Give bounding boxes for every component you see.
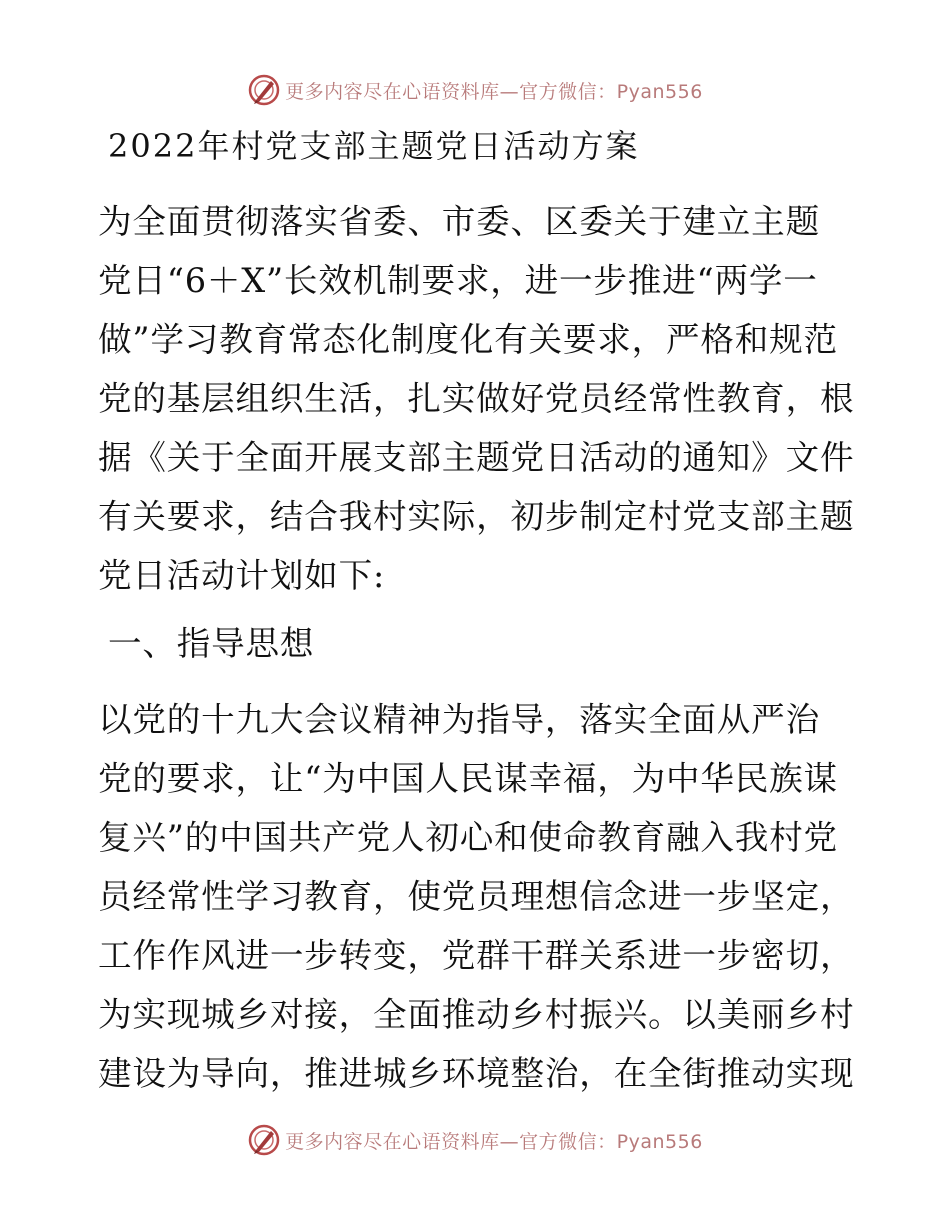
paragraph-line: 做”学习教育常态化制度化有关要求，严格和规范: [98, 320, 838, 359]
paragraph-line: 据《关于全面开展支部主题党日活动的通知》文件: [98, 438, 855, 477]
watermark-text: 更多内容尽在心语资料库—官方微信：Pyan556: [285, 1130, 703, 1153]
paragraph-line: 党的基层组织生活，扎实做好党员经常性教育，根: [98, 379, 855, 418]
pen-logo-icon: [247, 1123, 281, 1157]
section-heading: 一、指导思想: [108, 624, 315, 663]
pen-logo-icon: [247, 73, 281, 107]
paragraph-line: 员经常性学习教育，使党员理想信念进一步坚定，: [98, 877, 855, 916]
document-title: 2022年村党支部主题党日活动方案: [108, 127, 640, 165]
paragraph-line: 党日活动计划如下:: [98, 556, 386, 595]
paragraph-line: 党日“6＋X”长效机制要求，进一步推进“两学一: [98, 261, 818, 300]
paragraph-line: 有关要求，结合我村实际，初步制定村党支部主题: [98, 497, 855, 536]
watermark-text: 更多内容尽在心语资料库—官方微信：Pyan556: [285, 80, 703, 103]
paragraph-line: 为实现城乡对接，全面推动乡村振兴。以美丽乡村: [98, 995, 855, 1034]
intro-paragraph: [98, 192, 855, 605]
guiding-thought-paragraph: [98, 690, 855, 1103]
watermark-banner-top: [0, 70, 950, 110]
paragraph-line: 以党的十九大会议精神为指导，落实全面从严治: [98, 700, 820, 739]
watermark-banner-bottom: [0, 1120, 950, 1160]
paragraph-line: 工作作风进一步转变，党群干群关系进一步密切，: [98, 936, 855, 975]
paragraph-line: 建设为导向，推进城乡环境整治，在全街推动实现: [98, 1054, 855, 1093]
paragraph-line: 党的要求，让“为中国人民谋幸福，为中华民族谋: [98, 759, 838, 798]
paragraph-line: 复兴”的中国共产党人初心和使命教育融入我村党: [98, 818, 838, 857]
paragraph-line: 为全面贯彻落实省委、市委、区委关于建立主题: [98, 202, 820, 241]
